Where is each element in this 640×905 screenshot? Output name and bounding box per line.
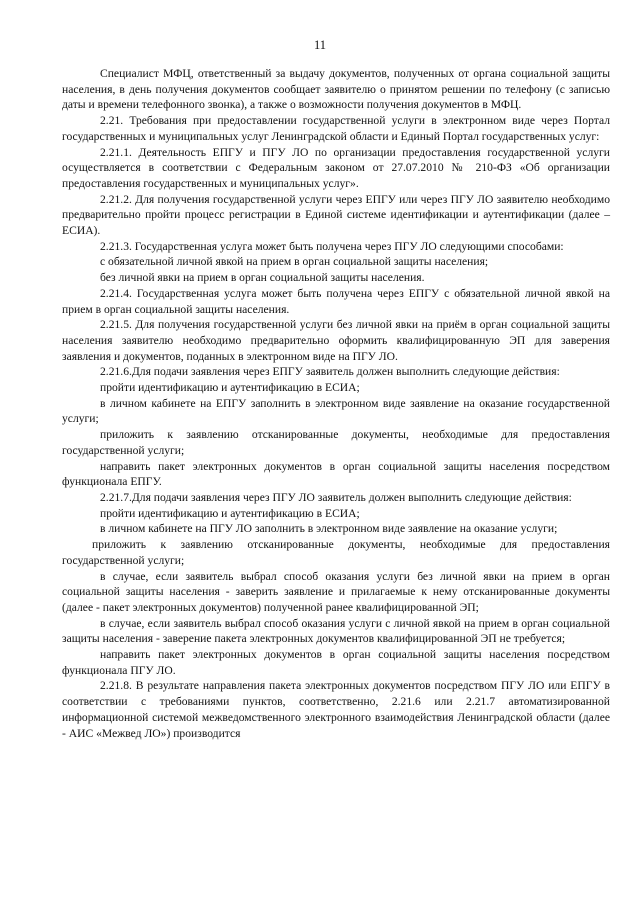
paragraph-epgu-send-package: направить пакет электронных документов в орган социальной защиты населения посредством функционала ЕПГУ.: [62, 459, 610, 489]
paragraph-2-21-8: 2.21.8. В результате направления пакета электронных документов посредством ПГУ ЛО или ЕПГУ в соответствии с требованиями пунктов, соответственно, 2.21.6 или 2.21.7 автоматизированной информационной системой межведомственного электронного взаимодействия Ленинградской области (далее - АИС «Межвед ЛО») производится: [62, 679, 610, 740]
paragraph-2-21-4: 2.21.4. Государственная услуга может быть получена через ЕПГУ с обязательной личной явкой на прием в орган социальной защиты населения.: [62, 286, 610, 316]
paragraph-2-21-7: 2.21.7.Для подачи заявления через ПГУ ЛО заявитель должен выполнить следующие действия:: [100, 490, 572, 504]
paragraph-2-21-2: 2.21.2. Для получения государственной услуги через ЕПГУ или через ПГУ ЛО заявителю необходимо предварительно пройти процесс регистрации в Единой системе идентификации и аутентификации (далее – ЕСИА).: [62, 192, 610, 238]
paragraph-pgu-identification: пройти идентификацию и аутентификацию в ЕСИА;: [100, 506, 360, 520]
paragraph-epgu-identification: пройти идентификацию и аутентификацию в ЕСИА;: [100, 381, 360, 395]
paragraph-epgu-fill-application: в личном кабинете на ЕПГУ заполнить в электронном виде заявление на оказание государственной услуги;: [62, 396, 610, 426]
paragraph-2-21-3: 2.21.3. Государственная услуга может быть получена через ПГУ ЛО следующими способами:: [100, 239, 564, 253]
paragraph-2-21-6: 2.21.6.Для подачи заявления через ЕПГУ заявитель должен выполнить следующие действия:: [100, 365, 560, 379]
paragraph-2-21: 2.21. Требования при предоставлении государственной услуги в электронном виде через Портал государственных и муниципальных услуг Ленинградской области и Единый Портал государственных услуг:: [62, 114, 610, 143]
paragraph-epgu-attach-documents: приложить к заявлению отсканированные документы, необходимые для предоставления государственной услуги;: [62, 428, 610, 457]
paragraph-pgu-attach-documents: приложить к заявлению отсканированные документы, необходимые для предоставления государственной услуги;: [62, 538, 610, 567]
document-body: [62, 66, 610, 741]
page-number: 11: [313, 38, 327, 52]
paragraph-without-personal-visit: без личной явки на прием в орган социальной защиты населения.: [100, 271, 425, 285]
paragraph-pgu-fill-application: в личном кабинете на ПГУ ЛО заполнить в электронном виде заявление на оказание услуги;: [100, 522, 558, 536]
paragraph-with-personal-visit: с обязательной личной явкой на прием в орган социальной защиты населения;: [100, 255, 489, 269]
paragraph-2-21-1: 2.21.1. Деятельность ЕПГУ и ПГУ ЛО по организации предоставления государственной услуги осуществляется в соответствии с Федеральным законом от 27.07.2010 № 210-ФЗ «Об организации предоставления государственных и муниципальных услуг».: [62, 145, 610, 190]
paragraph-pgu-without-visit-sign: в случае, если заявитель выбрал способ оказания услуги без личной явки на прием в орган социальной защиты населения - заверить заявление и прилагаемые к нему отсканированные документы (далее - пакет электронных документов) полученной ранее квалифицированной ЭП;: [62, 569, 610, 614]
paragraph-pgu-send-package: направить пакет электронных документов в орган социальной защиты населения посредством функционала ПГУ ЛО.: [62, 648, 610, 677]
paragraph-pgu-with-visit-no-sign: в случае, если заявитель выбрал способ оказания услуги с личной явкой на прием в орган социальной защиты населения - заверение пакета электронных документов квалифицированной ЭП не требуется;: [62, 616, 610, 646]
paragraph-2-21-5: 2.21.5. Для получения государственной услуги без личной явки на приём в орган социальной защиты населения заявителю необходимо предварительно оформить квалифицированную ЭП для заверения заявления и документов, поданных в электронном виде на ПГУ ЛО.: [62, 318, 610, 363]
paragraph-mfc-specialist: Специалист МФЦ, ответственный за выдачу документов, полученных от органа социальной защиты населения, в день получения документов сообщает заявителю о принятом решении по телефону (с записью даты и времени телефонного звонка), а также о возможности получения документов в МФЦ.: [62, 67, 610, 112]
